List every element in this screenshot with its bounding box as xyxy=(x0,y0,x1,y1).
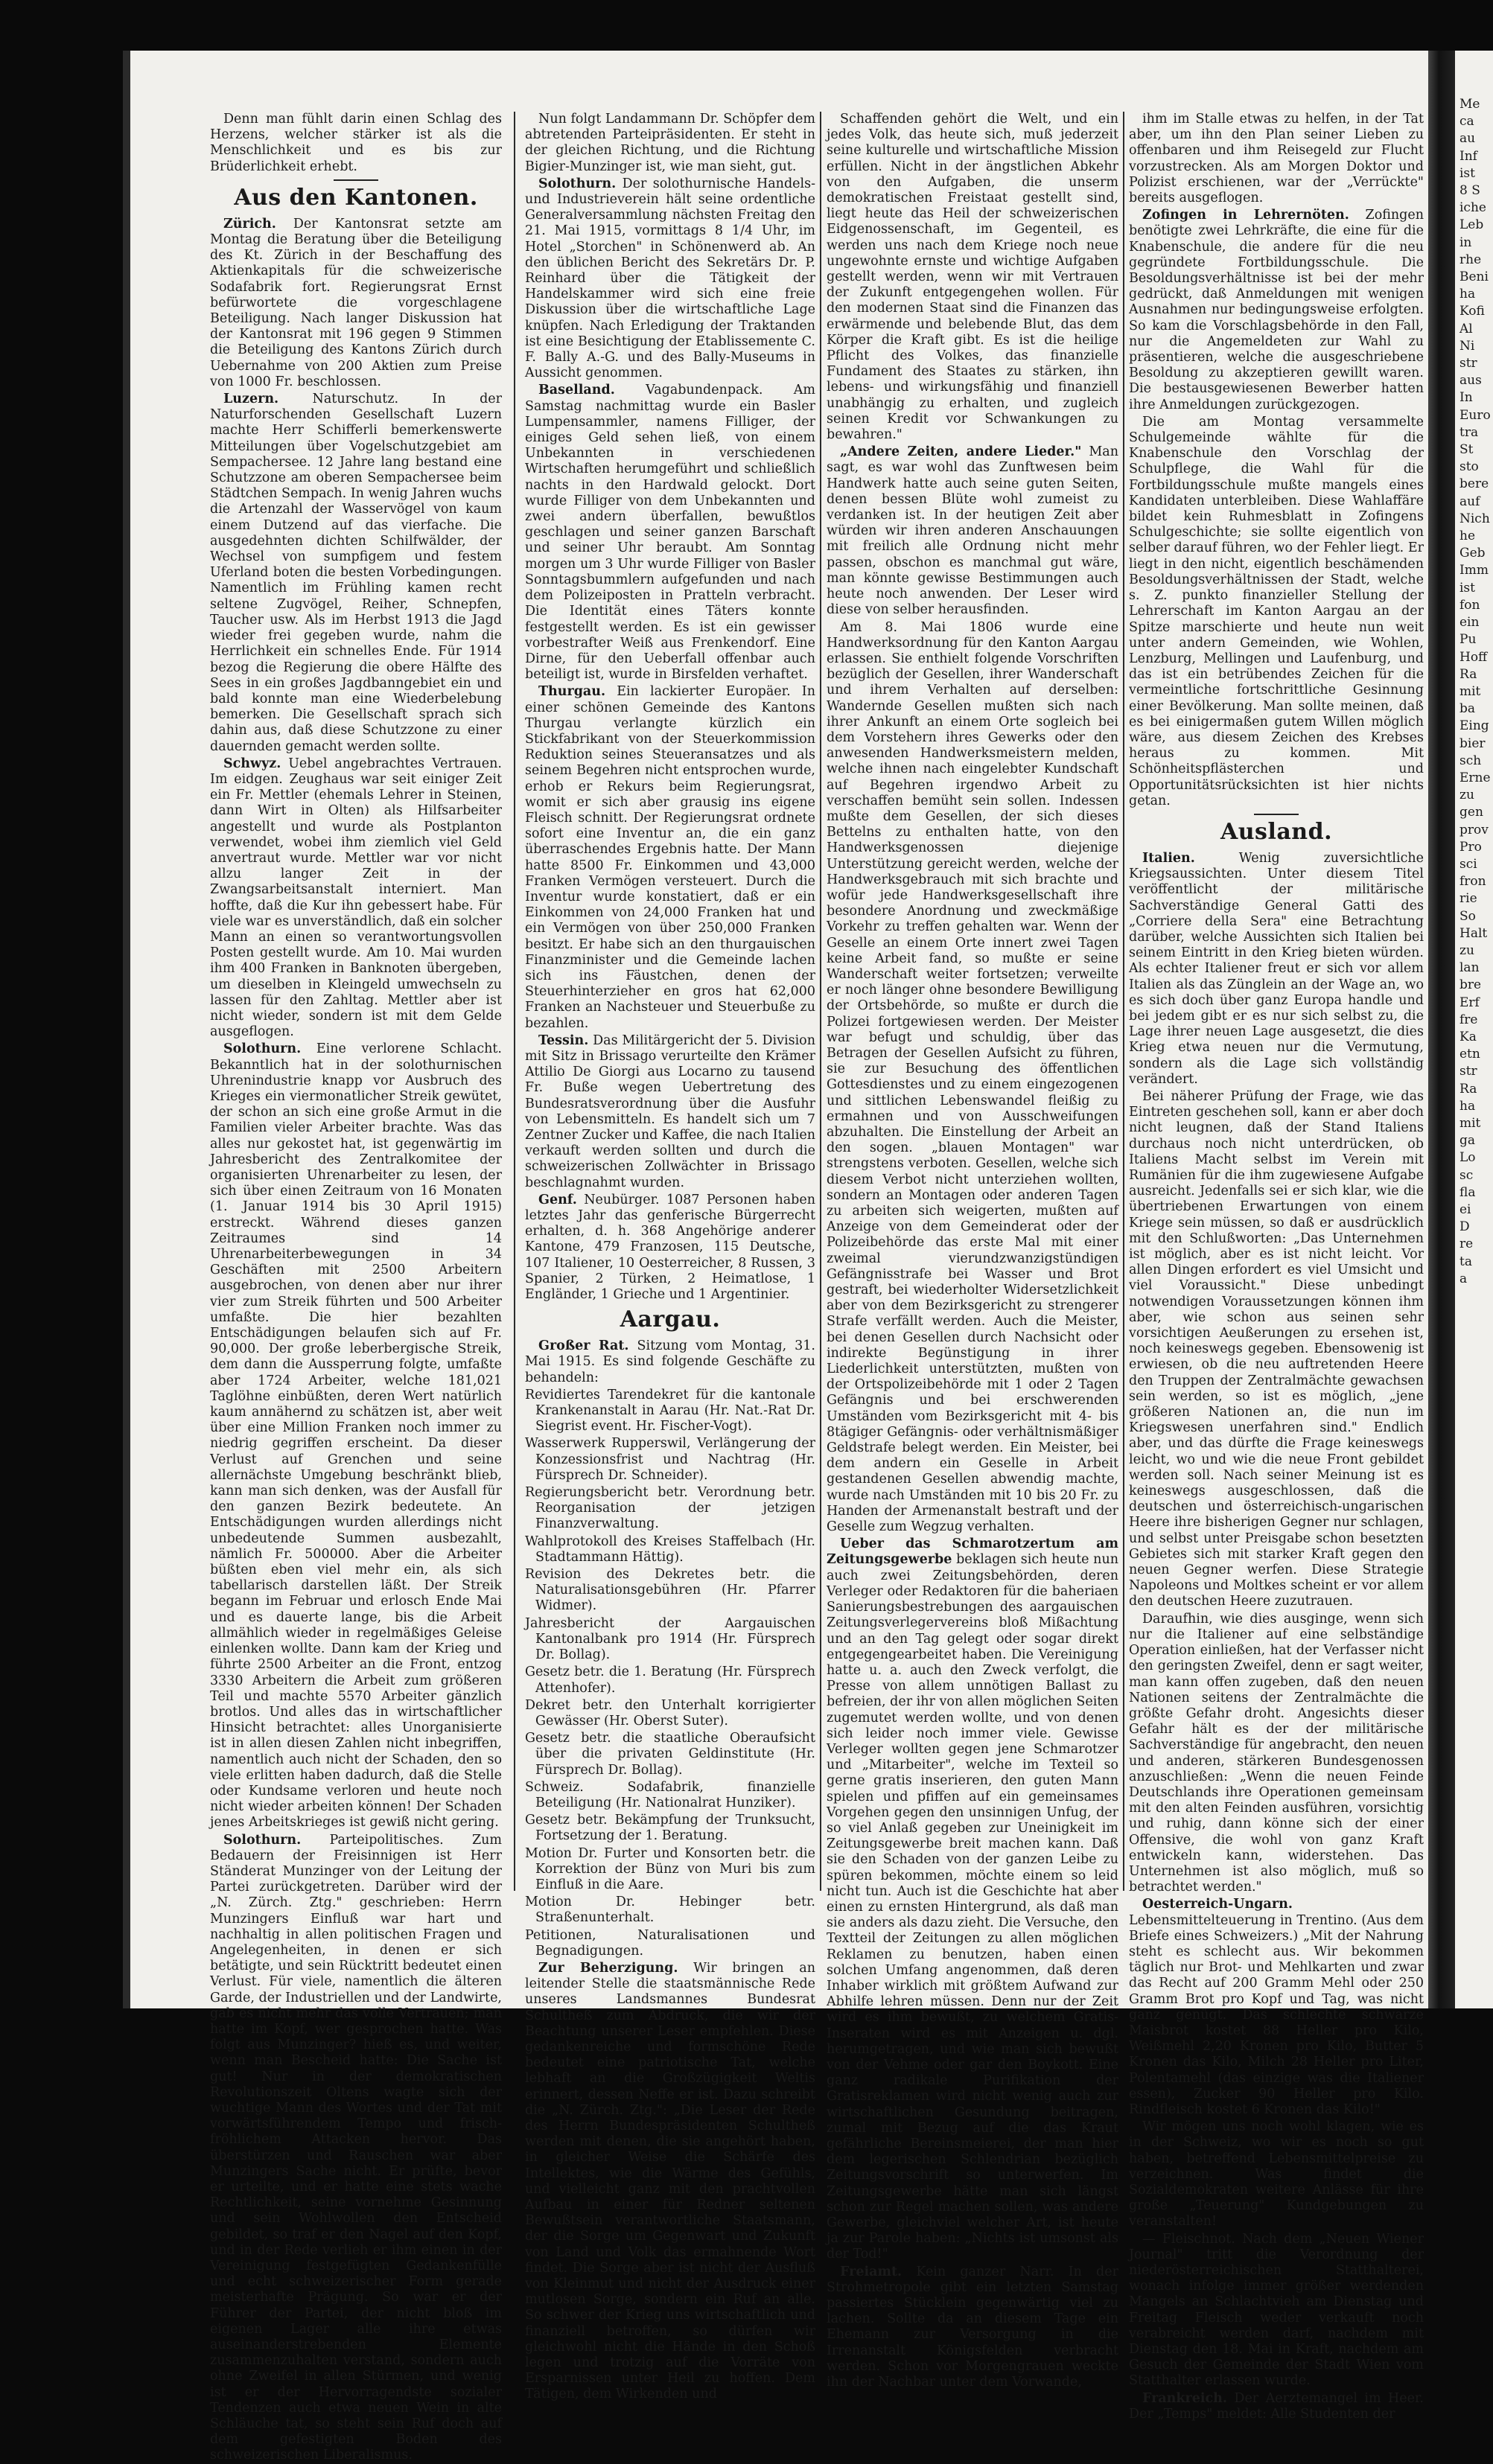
article-text: Neubürger. 1087 Personen haben letztes Jahr das genferische Bürgerrecht erhalten, d. h. 368 Angehörige anderer Kantone, 479 Franzosen, 115 Deutsche, 107 Italiener, 10 Oesterreicher, 8 Russen, 3 Spanier, 2 Türken, 2 Heimatlose, 1 Engländer, 1 Grieche und 1 Argentinier. xyxy=(525,1192,815,1303)
section-heading-kantonen: Aus den Kantonen. xyxy=(234,184,478,211)
agenda-item: Petitionen, Naturalisationen und Begnadigungen. xyxy=(525,1927,815,1959)
article-handwerksordnung: Am 8. Mai 1806 wurde eine Handwerksordnung für den Kanton Aargau erlassen. Sie enthielt folgende Vorschriften bezüglich der Gesellen, ihrer Wanderschaft und ihrem Verhalten auf derselben: Wandernde Gesellen mußten sich nach ihrer Ankunft an einem Orte sogleich bei dem Vorstehern ihres Gewerks oder den anwesenden Handwerksmeistern melden, welche ihnen nach eingelebter Kundschaft auf Begehren irgendwo Arbeit zu verschaffen bemüht sein sollen. Indessen mußte dem Gesellen, der sich dieses Bettelns zu enthalten hatte, von den Handwerksgenossen diejenige Unterstützung gereicht werden, welche der Handwerksgebrauch mit sich brachte und wofür jede Handwerksgesellschaft ihre besondere Anordnung und zweckmäßige Vorkehr zu treffen gehalten war. Wenn der Geselle an einem Orte innert zwei Tagen keine Arbeit fand, so mußte er seine Wanderschaft weiter fortsetzen; verweilte er noch länger ohne besondere Bewilligung der Ortsbehörde, so mußte er durch die Polizei fortgewiesen werden. Der Meister war befugt und schuldig, über das Betragen der Gesellen Aufsicht zu führen, sie zur Besuchung des öffentlichen Gottesdienstes und zu einem eingezogenen und sittlichen Lebenswandel fleißig zu ermahnen und von Ausschweifungen abzuhalten. Die Einstellung der Arbeit an den sogen. „blauen Montagen" war strengstens verboten. Gesellen, welche sich diesem Verbot nicht unterziehen wollten, sondern an Montagen oder anderen Tagen zu arbeiten sich weigerten, mußten auf Anzeige von dem Gemeinderat oder der Polizeibehörde das erste Mal mit einer zweimal vierundzwanzigstündigen Gefängnisstrafe bei Wasser und Brot gestraft, bei wiederholter Widersetzlichkeit aber von dem Bezirksgericht zu strengerer Strafe verfällt werden. Auch die Meister, bei denen Gesellen durch Nachsicht oder indirekte Begünstigung in ihrer Liederlichkeit unterstützten, mußten von der Ortspolizeibehörde mit 1 oder 2 Tagen Gefängnis und bei erschwerenden Umständen vom Bezirksgericht mit 4- bis 8tägiger Gefängnis- oder verhältnismäßiger Geldstrafe belegt werden. Ein Meister, bei dem andern ein Geselle in Arbeit gestandenen Gesellen abwendig machte, wurde nach Umständen mit 10 bis 20 Fr. zu Handen der Armenanstalt bestraft und der Geselle zum Wegzug verhalten. xyxy=(827,619,1118,1535)
cropped-line: Euro xyxy=(1459,407,1491,423)
article-text: Eine verlorene Schlacht. Bekanntlich hat in der solothurnischen Uhrenindustrie knapp vor Ausbruch des Krieges ein viermonatlicher Streik gewütet, der schon an sich eine große Armut in die Familien vieler Arbeiter brachte. Was das alles nur gekostet hat, ist gegenwärtig im Jahresbericht des Zentralkomitee der organisierten Uhrenarbeiter zu lesen, der sich über einen Zeitraum von 16 Monaten (1. Januar 1914 bis 30 April 1915) erstreckt. Während dieses ganzen Zeitraumes sind 14 Uhrenarbeiterbewegungen in 34 Geschäften mit 2500 Arbeitern ausgebrochen, von denen aber nur ihrer vier zum Streik führten und 500 Arbeiter umfaßte. Die hier bezahlten Entschädigungen belaufen sich auf Fr. 90,000. Der große leberbergische Streik, dem dann die Aussperrung folgte, umfaßte aber 1724 Arbeiter, welche 181,021 Taglöhne einbüßten, deren Wert natürlich kaum annähernd zu schätzen ist, aber weit über eine Million Franken noch immer zu niedrig gegriffen erscheint. Da dieser Verlust auf Grenchen und seine allernächste Umgebung beschränkt blieb, kann man sich denken, was der Ausfall für den ganzen Bezirk bedeutete. An Entschädigungen wurden allerdings nicht unbedeutende Summen ausbezahlt, nämlich Fr. 500000. Aber die Arbeiter büßten eben viel mehr ein, als sich tabellarisch darstellen läßt. Der Streik begann im Februar und erlosch Ende Mai und es dauerte lange, bis die Arbeit allmählich wieder in regelmäßiges Geleise einlenken wollte. Dann kam der Krieg und führte 2500 Arbeiter an die Front, entzog 3330 Arbeitern die Arbeit zum größeren Teil und machte 5570 Arbeiter gänzlich brotlos. Und alles das in wirtschaftlicher Hinsicht betrachtet: alles Unorganisierte ist in allen diesen Zahlen nicht inbegriffen, namentlich auch nicht der Schaden, den so viele erlitten haben dadurch, daß die Stelle oder Kundsame verloren und heute noch nicht wieder arbeiten können! Der Schaden jenes Arbeitskrieges ist gewiß nicht gering. xyxy=(210,1041,502,1831)
article-schulgemeinde: Die am Montag versammelte Schulgemeinde wählte für die Knabenschule den Vorschlag der Schulpflege, die Wahl für die Fortbildungsschule mußte mangels eines Kandidaten unterbleiben. Diese Wahlaffäre bildet kein Ruhmesblatt in Zofingens Schulgeschichte; sie sollte eigentlich von selber darauf führen, wo der Fehler liegt. Er liegt in den nicht, eigentlich beschämenden Besoldungsverhältnissen der Stadt, welche s. Z. punkto finanzieller Stellung der Lehrerschaft im Kanton Aargau an der Spitze marschierte und heute nun weit unter andern Gemeinden, wie Wohlen, Lenzburg, Mellingen und Laufenburg, und das ist ein betrübendes Zeichen für die vermeintliche fortschrittliche Gesinnung einer Bevölkerung. Man sollte meinen, daß es bei einigermaßen gutem Willen möglich wäre, aus diesem Zeichen des Krebses heraus zu kommen. Mit Schönheitspflästerchen und Opportunitätsrücksichten ist hier nichts getan. xyxy=(1129,414,1424,808)
cropped-line: Eing xyxy=(1459,718,1489,734)
cropped-line: tra xyxy=(1459,424,1479,440)
cropped-line: ei xyxy=(1459,1202,1471,1217)
article-text: Zofingen benötigte zwei Lehrkräfte, die eine für die Knabenschule, die andere für die neu gegründete Fortbildungsschule. Die Besoldungsverhältnisse ist bei der mehr gedrückt, daß Anmeldungen mit wenigen Ausnahmen nur bedingungsweise erfolgten. So kam die Vorschlagsbehörde in den Fall, nur die Angemeldeten zur Wahl zu präsentieren, welche die ausgeschriebene Besoldung zu akzeptieren gewillt waren. Die bestausgewiesenen Bewerber hatten ihre Anmeldungen zurückgezogen. xyxy=(1129,208,1424,412)
agenda-list xyxy=(525,1388,815,1959)
cropped-line: Me xyxy=(1459,97,1480,112)
article-keyword: Oesterreich-Ungarn. xyxy=(1142,1897,1293,1912)
article-text: Uebel angebrachtes Vertrauen. Im eidgen. Zeughaus war seit einiger Zeit ein Fr. Mettler (ehemals Lehrer in Steinen, dann Wirt in Olten) als Hilfsarbeiter angestellt und wurde als Postplanton verwendet, wobei ihm ziemlich viel Geld anvertraut wurde. Mettler war vor nicht allzu langer Zeit in der Zwangsarbeitsanstalt interniert. Man hoffte, daß die Kur ihn gebessert habe. Für viele war es unverständlich, daß ein solcher Mann an einen so verantwortungsvollen Posten gestellt wurde. Am 10. Mai wurden ihm 400 Franken in Banknoten übergeben, um dieselben in Kleingeld umwechseln zu lassen für den Zahltag. Mettler aber ist nicht wieder, sondern ist mit dem Gelde ausgeflogen. xyxy=(210,756,502,1040)
agenda-item: Gesetz betr. die 1. Beratung (Hr. Fürsprech Attenhofer). xyxy=(525,1665,815,1696)
cropped-line: Halt xyxy=(1459,925,1488,941)
short-rule xyxy=(1254,814,1299,815)
article-text: Das Militärgericht der 5. Division mit Sitz in Brissago verurteilte den Krämer Attilio De Giorgi aus Locarno zu tausend Fr. Buße wegen Uebertretung des Bundesratsverordnung über die Ausfuhr von Lebensmitteln. Es handelt sich um 7 Zentner Zucker und Kaffee, die nach Italien verkauft werden sollten und durch die schweizerischen Zollwächter in Brissago beschlagnahmt wurden. xyxy=(525,1032,815,1190)
cropped-line: str xyxy=(1459,1064,1477,1079)
cropped-line: a xyxy=(1459,1271,1468,1286)
article-keyword: Frankreich. xyxy=(1142,2390,1227,2406)
cropped-line: gen xyxy=(1459,805,1483,820)
article-baselland xyxy=(525,383,815,683)
article-keyword: Großer Rat. xyxy=(538,1338,629,1354)
cropped-line: fon xyxy=(1459,597,1480,613)
cropped-line: Erf xyxy=(1459,995,1480,1010)
cropped-line: Ka xyxy=(1459,1029,1477,1044)
article-text: Wir bringen an leitender Stelle die staatsmännische Rede unseres Landsmannes Bundesrat Schultheß zum Abdruck, die wir der Beachtung unserer Leser empfehlen. Diese gedankenreiche und formschöne Rede bedeutet eine patriotische Tat, welche lebhaft an die Großzügigkeit Weltis erinnert, dessen Neffe er ist. Dazu schreibt die „N. Zürch. Ztg.": „Die Leser der Rede des Herrn Bundespräsidenten Schultheß werden mit denen, die sie angehört haben, in gleicher Weise die Schärfe des Intellektes, wie die Wärme des Gefühls, und vielleicht ganz mit den prachtvollen Aufbau in einer für Redner seltenen Bewußtsein verantwortliche Staatsmann, der die Sorge um Gegenwart und Zukunft von Land und Volk das ermahnende Wort findet. Die Sorge aber ist nicht der Ausfluß von Kleinmut und nicht der Ausdruck einer mutlosen Sorge, sondern ein Ruf an alle. So schwer der Krieg uns wirtschaftlich und finanziell betroffen, so dürfen wir gleichwohl nicht die Hände in den Schoß legen und trotzig auf die Vorräte von Ersparnissen unter Heil zu hoffen. Dem Tätigen, dem Wirkenden und xyxy=(525,1960,815,2402)
column-2 xyxy=(525,112,815,2402)
cropped-line: In xyxy=(1459,390,1473,406)
cropped-line: bere xyxy=(1459,476,1489,492)
agenda-item: Dekret betr. den Unterhalt korrigierter Gewässer (Hr. Oberst Suter). xyxy=(525,1697,815,1729)
article-text: Sitzung vom Montag, 31. Mai 1915. Es sind folgende Geschäfte zu behandeln: xyxy=(525,1338,815,1385)
cropped-line: Leb xyxy=(1459,217,1484,233)
cropped-line: rie xyxy=(1459,891,1477,907)
agenda-item: Gesetz betr. Bekämpfung der Trunksucht, Fortsetzung der 1. Beratung. xyxy=(525,1813,815,1844)
cropped-line: fron xyxy=(1459,874,1486,890)
cropped-line: str xyxy=(1459,356,1477,371)
cropped-line: bier xyxy=(1459,735,1486,751)
cropped-line: Pro xyxy=(1459,839,1482,855)
article-beherzigung xyxy=(525,1961,815,2403)
cropped-line: au xyxy=(1459,131,1476,147)
cropped-line: he xyxy=(1459,529,1476,544)
article-solothurn-streik xyxy=(210,1041,502,1831)
cropped-line: fla xyxy=(1459,1184,1476,1200)
article-schwyz xyxy=(210,756,502,1041)
cropped-line: zu xyxy=(1459,788,1474,803)
article-text: Der Kantonsrat setzte am Montag die Beratung über die Beteiligung des Kt. Zürich in der Beschaffung des Aktienkapitals für die schweizerische Sodafabrik fort. Regierungsrat Ernst befürwortete die vorgeschlagene Beteiligung. Nach langer Diskussion hat der Kantonsrat mit 196 gegen 9 Stimmen die Beteiligung des Kantons Zürich durch Uebernahme von 200 Aktien zum Preise von 1000 Fr. beschlossen. xyxy=(210,216,502,389)
cropped-line: bre xyxy=(1459,977,1482,993)
agenda-item: Gesetz betr. die staatliche Oberaufsicht über die privaten Geldinstitute (Hr. Fürsprech Dr. Bollag). xyxy=(525,1731,815,1778)
cropped-line: Ra xyxy=(1459,666,1477,682)
article-genf xyxy=(525,1193,815,1303)
cropped-line: Pu xyxy=(1459,632,1477,648)
cropped-line: ist xyxy=(1459,165,1475,181)
cropped-line: Geb xyxy=(1459,546,1486,561)
cropped-line: ca xyxy=(1459,114,1474,130)
cropped-line: sch xyxy=(1459,753,1482,768)
article-keyword: Zur Beherzigung. xyxy=(538,1960,678,1976)
article-frankreich xyxy=(1129,2391,1424,2422)
cropped-line: in xyxy=(1459,234,1472,250)
intro-paragraph: Denn man fühlt darin einen Schlag des Herzens, welcher stärker ist als die Menschlichkeit und es bis zur Brüderlichkeit erhebt. xyxy=(210,112,502,174)
cropped-line: Al xyxy=(1459,321,1473,336)
cropped-line: iche xyxy=(1459,200,1486,216)
article-text: Ein lackierter Europäer. In einer schönen Gemeinde des Kantons Thurgau verlangte kürzlich ein Stickfabrikant von der Steuerkommission Reduktion seines Steueransatzes und als seinem Begehren nicht entsprochen wurde, erhob er Rekurs beim Regierungsrat, womit er sich aber grausig ins eigene Fleisch schnitt. Der Regierungsrat ordnete sofort eine Inventur an, die ein ganz überraschendes Ergebnis hatte. Der Mann hatte 8500 Fr. Einkommen und 43,000 Franken Vermögen versteuert. Durch die Inventur wurde konstatiert, daß er ein Einkommen von 24,000 Franken hat und ein Vermögen von über 250,000 Franken besitzt. Er habe sich an den thurgauischen Finanzminister und die Gemeinde lachen sich ins Fäustchen, denen der Steuerhinterzieher en gros hat 62,000 Franken an Nachsteuer und Steuerbuße zu bezahlen. xyxy=(525,684,815,1031)
article-italien-2: Bei näherer Prüfung der Frage, wie das Eintreten geschehen soll, kann er aber doch nicht leugnen, daß der Stand Italiens durchaus noch nicht unterdrücken, ob Italiens Macht selbst im Verein mit Rumänien für die ihm zugewiesene Aufgabe ausreicht. Jedenfalls sei er sich klar, wie die übertriebenen Erwartungen von einem Kriege sein müssen, so daß er ausdrücklich mit den Schlußworten: „Das Unternehmen ist möglich, aber es ist nicht leicht. Vor allen Dingen erfordert es viel Umsicht und viel Voraussicht." Diese unbedingt notwendigen Voraussetzungen können ihm aber, wie schon aus seinen sehr vorsichtigen Aeußerungen zu ersehen ist, noch keineswegs gegeben. Ebensowenig ist erwiesen, ob die neu auftretenden Heere den Truppen der Zentralmächte gewachsen sein werden, so ist es möglich, „jene größeren Nationen an, die nun im Kriegswesen unerfahren sind." Endlich aber, und das dürfte die Frage keineswegs leicht, wo und wie die neue Front gebildet werden soll. Nach seiner Meinung ist es keineswegs ausgeschlossen, daß die deutschen und österreichisch-ungarischen Heere ihre bisherigen Gegner nur schlagen, und selbst unter Preisgabe schon besetzten Gebietes sich mit starker Kraft gegen den neuen Gegner werfen. Diese Strategie Napoleons und Moltkes scheint er vor allem den deutschen Heere zuzutrauen. xyxy=(1129,1088,1424,1609)
article-continuation: Nun folgt Landammann Dr. Schöpfer dem abtretenden Parteipräsidenten. Er steht in der gleichen Richtung, und die Richtung Bigier-Munzinger ist, wie man sieht, gut. xyxy=(525,112,815,174)
agenda-item: Wasserwerk Rupperswil, Verlängerung der Konzessionsfrist und Nachtrag (Hr. Fürsprech Dr. Schneider). xyxy=(525,1436,815,1483)
article-keyword: Thurgau. xyxy=(538,684,606,700)
article-keyword: Baselland. xyxy=(538,383,615,398)
section-heading-aargau: Aargau. xyxy=(620,1306,721,1333)
article-keyword: Luzern. xyxy=(223,392,279,407)
cropped-line: 8 S xyxy=(1459,183,1480,199)
cropped-line: re xyxy=(1459,1236,1474,1252)
cropped-line: ist xyxy=(1459,580,1475,596)
article-keyword: Solothurn. xyxy=(223,1832,302,1848)
cropped-line: fre xyxy=(1459,1012,1478,1027)
article-text: Der Aerztemangel im Heer. Der „Temps" meldet: Alle Studenten der xyxy=(1129,2390,1424,2422)
article-andere-zeiten xyxy=(827,444,1118,618)
article-grosser-rat xyxy=(525,1338,815,1386)
cropped-line: ha xyxy=(1459,1098,1476,1114)
cropped-line: ga xyxy=(1459,1133,1476,1149)
article-keyword: Solothurn. xyxy=(223,1041,302,1057)
cropped-line: Erne xyxy=(1459,770,1491,785)
cropped-line: St xyxy=(1459,442,1474,458)
column-1 xyxy=(210,112,503,2463)
article-freiamt xyxy=(827,2264,1118,2391)
agenda-item: Jahresbericht der Aargauischen Kantonalbank pro 1914 (Hr. Fürsprech Dr. Bollag). xyxy=(525,1615,815,1663)
article-keyword: Schwyz. xyxy=(223,756,281,771)
cropped-line: mit xyxy=(1459,1115,1481,1131)
article-schmarotzertum xyxy=(827,1536,1118,2262)
short-rule xyxy=(334,179,378,181)
column-rule xyxy=(1123,112,1124,1891)
article-keyword: „Andere Zeiten, andere Lieder." xyxy=(840,444,1082,460)
agenda-item: Regierungsbericht betr. Verordnung betr. Reorganisation der jetzigen Finanzverwaltung. xyxy=(525,1485,815,1532)
article-continuation: ihm im Stalle etwas zu helfen, in der Tat aber, um ihn den Plan seiner Lieben zu offenbaren und ihm Reisegeld zur Flucht vorzustrecken. Als am Morgen Doktor und Polizist erschienen, war der „Verrückte" bereits ausgeflogen. xyxy=(1129,112,1424,206)
article-luzern xyxy=(210,392,502,755)
agenda-item: Motion Dr. Furter und Konsorten betr. die Korrektion der Bünz von Muri bis zum Einfluß in die Aare. xyxy=(525,1845,815,1892)
cropped-line: So xyxy=(1459,908,1476,924)
article-thurgau xyxy=(525,684,815,1031)
agenda-item: Revidiertes Tarendekret für die kantonale Krankenanstalt in Aarau (Hr. Nat.-Rat Dr. Siegrist event. Hr. Fischer-Vogt). xyxy=(525,1387,815,1434)
article-text: Wenig zuversichtliche Kriegsaussichten. Unter diesem Titel veröffentlicht der militärische Sachverständige General Gatti des „Corriere della Sera" eine Betrachtung darüber, welche Aussichten sich Italien bei seinem Eintritt in den Krieg bieten würden. Als echter Italiener freut er sich vor allem Italien als das Zünglein an der Wage an, wo es sich doch über ganz Europa handle und bei jedem gibt er es nur sich selbst zu, die Lage ihrer neuen Lage ausgesetzt, die dies Krieg etwa neuen nur die Vermutung, sondern als die Lage sich vollständig verändert. xyxy=(1129,850,1424,1087)
gutter-shadow xyxy=(1428,51,1455,2008)
article-keyword: Ueber das Schmarotzertum am Zeitungsgewerbe xyxy=(827,1536,1118,1568)
article-text: Naturschutz. In der Naturforschenden Gesellschaft Luzern machte Herr Schifferli bemerkenswerte Mitteilungen über Vogelschutzgebiet am Sempachersee. 12 Jahre lang bestand eine Schutzzone am oberen Sempachersee beim Städtchen Sempach. In wenig Jahren wuchs die Artenzahl der Wasservögel von kaum einem Dutzend auf das vierfache. Die ausgedehnten dichten Schilfwälder, der Wechsel von sumpfigem und festem Uferland boten die besten Vorbedingungen. Namentlich im Frühling kamen recht seltene Zugvögel, Reiher, Schnepfen, Taucher usw. Als im Herbst 1913 die Jagd wieder frei gegeben wurde, nahm die Herrlichkeit ein schnelles Ende. Für 1914 bezog die Regierung die obere Hälfte des Sees in ein großes Jagdbanngebiet ein und bald konnte man eine Wiederbelebung bemerken. Die Gesellschaft sprach sich dahin aus, daß diese Schutzzone zu einer dauernden gemacht werden sollte. xyxy=(210,392,503,754)
agenda-item: Motion Dr. Hebinger betr. Straßenunterhalt. xyxy=(525,1895,815,1926)
cropped-line: ta xyxy=(1459,1254,1472,1269)
article-schweiz-vergleich: Wir mögen uns noch wohl klagen, wie es in der Schweiz, wo wir es noch so gut haben, betreffend Lebensmittelpreise zu verzeichnen. Was findet die Sozialdemokraten weitere Anlässe für ihre große „Teuerung" Kundgebungen zu veranstalten! xyxy=(1129,2119,1424,2230)
article-solothurn-partei xyxy=(210,1833,502,2464)
article-text: Lebensmittelteuerung in Trentino. (Aus dem Briefe eines Schweizers.) „Mit der Nahrung steht es schlecht aus. Wir bekommen täglich nur Brot- und Mehlkarten und zwar das Recht auf 200 Gramm Mehl oder 250 Gramm Brot pro Kopf und Tag, was nicht ganz genügt. Das schlechte schwarze Maisbrot kostet 88 Heller pro Kilo, Weißmehl 2,20 Kronen pro Kilo, Butter 5 Kronen das Kilo, Milch 28 Heller pro Liter, Polentamehl (das einzige was die Italiener essen), Zucker 90 Heller pro Kilo. Rindfleisch kostet 6 Kronen das Kilo!" xyxy=(1129,1912,1424,2117)
article-keyword: Genf. xyxy=(538,1192,577,1207)
article-oesterreich xyxy=(1129,1897,1424,2118)
cropped-line: Hoff xyxy=(1459,649,1488,665)
article-text: Man sagt, es war wohl das Zunftwesen beim Handwerk hatte auch seine guten Seiten, denen bessen Blüte wohl zumeist zu verdanken ist. In der heutigen Zeit aber würden wir ihren anderen Anschauungen mit freilich alle Ordnung nicht mehr passen, obschon es manchmal gut wäre, man könnte gewisse Bestimmungen auch heute noch anwenden. Der Leser wird diese von selber herausfinden. xyxy=(827,444,1118,618)
article-fleischnot: — Fleischnot. Nach dem „Neuen Wiener Journal" tritt die Verordnung der niederösterreichischen Statthalterei, wonach infolge immer größer werdenden Mangels an Schlachtvieh am Dienstag und Freitag Fleisch weder verkauft noch verabreicht werden darf, nachdem mit Dienstag den 18. Mai in Kraft, nachdem am Gesuch der Gemeinde der Stadt Wien vom Statthalter erlassen wurde. xyxy=(1129,2231,1424,2389)
cropped-line: Kofi xyxy=(1459,304,1485,319)
agenda-item: Wahlprotokoll des Kreises Staffelbach (Hr. Stadtammann Hättig). xyxy=(525,1533,815,1565)
article-keyword: Italien. xyxy=(1142,850,1195,866)
article-zofingen xyxy=(1129,208,1424,413)
cropped-line: lan xyxy=(1459,960,1480,976)
cropped-line: auf xyxy=(1459,494,1480,509)
cropped-line: Ni xyxy=(1459,338,1475,354)
cropped-line: Beni xyxy=(1459,269,1489,285)
column-3 xyxy=(827,112,1118,2390)
article-keyword: Freiamt. xyxy=(840,2264,903,2279)
article-text: Der solothurnische Handels- und Industrieverein hält seine ordentliche Generalversammlung nächsten Freitag den 21. Mai 1915, vormittags 8 1/4 Uhr, im Hotel „Storchen" in Schönenwerd ab. An den üblichen Bericht des Sekretärs Dr. P. Reinhard über die Tätigkeit der Handelskammer wird sich eine freie Diskussion über die wirtschaftliche Lage knüpfen. Nach Erledigung der Traktanden ist eine Besichtigung der Etablissemente C. F. Bally A.-G. und des Bally-Museums in Aussicht genommen. xyxy=(525,176,815,381)
cropped-line: ha xyxy=(1459,287,1476,302)
article-tessin xyxy=(525,1033,815,1191)
article-keyword: Zofingen in Lehrernöten. xyxy=(1142,208,1349,223)
cropped-line: Imm xyxy=(1459,563,1489,578)
cropped-line: Lo xyxy=(1459,1150,1476,1166)
article-keyword: Solothurn. xyxy=(538,176,617,191)
left-margin-shadow xyxy=(123,51,130,2008)
cropped-line: sc xyxy=(1459,1167,1474,1183)
article-text: Kein ganzer Narr. In der Strohmetropole gibt ein letzten Samstag passiertes Stücklein gegenwärtig viel zu lachen. Sollte da an diesem Tage ein Ehemann zur Versorgung in die Irrenanstalt Königsfelden verbracht werden. Schon vor Morgengrauen weckte ihn der Nachbar unter dem Vorwande, xyxy=(827,2264,1118,2390)
cropped-line: D xyxy=(1459,1219,1470,1235)
cropped-line: ba xyxy=(1459,701,1476,717)
cropped-line: zu xyxy=(1459,942,1474,958)
cropped-line: ein xyxy=(1459,615,1480,631)
article-keyword: Zürich. xyxy=(223,216,276,232)
agenda-item: Schweiz. Sodafabrik, finanzielle Beteiligung (Hr. Nationalrat Hunziker). xyxy=(525,1779,815,1810)
cropped-line: sto xyxy=(1459,459,1479,475)
article-italien-3: Daraufhin, wie dies ausginge, wenn sich nur die Italiener auf eine selbständige Operation einließen, hat der Verfasser nicht den geringsten Zweifel, denn er sagt weiter, man kann offen zugeben, daß den neuen Nationen seitens der Zentralmächte die größte Gefahr droht. Angesichts dieser Gefahr hält es der der militärische Sachverständige für angebracht, den neuen und anderen, stärkeren Bundesgenossen anzuschließen: „Wenn die neuen Feinde Deutschlands ihre Operationen gemeinsam mit den alten Feinden ausführen, vorsichtig und ruhig, dann könne sich der einer Offensive, die wohl von ganz Kraft entwickeln kann, widerstehen. Das Unternehmen ist also möglich, muß so betrachtet werden." xyxy=(1129,1611,1424,1895)
article-text: beklagen sich heute nun auch zwei Zeitungsbehörden, deren Verleger oder Redaktoren für die baheriaen Sanierungsbestrebungen des aargauischen Zeitungsverlegervereins bloß Mißachtung und an den Tag gelegt oder sogar direkt entgegengearbeitet haben. Die Vereinigung hatte u. a. auch den Zweck verfolgt, die Presse von allem unnötigen Ballast zu befreien, der ihr von allen möglichen Seiten zugemutet werden wollte, und von denen sich leider noch immer viele. Gewisse Verleger wollten gegen jene Schmarotzer und „Mitarbeiter", welche im Texteil so gerne gratis inserieren, den guten Mann spielen und pfiffen auf ein gemeinsames Vorgehen gegen den unsinnigen Unfug, der so viel Anlaß gegeben zur Uneinigkeit im Zeitungsgewerbe breit machen kann. Daß sie den Schaden von der ganzen Leibe zu spüren bekommen, möchte einem so leid nicht tun. Auch ist die Geschichte hat aber einen zu ernsten Hintergrund, als daß man sie anders als dazu zieht. Die Versuche, den Textteil der Zeitungen zu allen möglichen Reklamen zu benutzen, haben einen solchen Umfang angenommen, daß deren Inhaber wirklich mit größtem Aufwand zur Abhilfe lehren müssen. Denn nur der Zeit wird es ihm bewußt, zu welchem Gratis-Inseraten wird es mit Anzeigen u. dgl. herumgetragen, und wie man sich bewußt von der Vehme oder gar den Boykott. Eine ganz radikale Purifikation der Gratisreklamen wird nicht wenig auch zur wirtschaftlichen Gesundung beitragen, zumal mit Bezug auf die das Kraut gefährliche Bereinsmeierei, der man hier dem legerischen Schlendrian bezüglich Zeitungsvorschrift so unterwerfen. Im Zeitungsgewerbe hätte man sich längst schon zur Regel machen sollen, was andere Gewerbe, gleichviel welcher Art, ist heute ja zur Parole haben: „Nichts ist umsonst als der Tod!" xyxy=(827,1552,1118,2262)
cropped-line: sci xyxy=(1459,856,1477,872)
cropped-line: Ra xyxy=(1459,1081,1477,1097)
column-rule xyxy=(820,112,821,1891)
article-keyword: Tessin. xyxy=(538,1032,589,1048)
cropped-line: rhe xyxy=(1459,252,1482,267)
column-rule xyxy=(514,112,515,1891)
agenda-item: Revision des Dekretes betr. die Naturalisationsgebühren (Hr. Pfarrer Widmer). xyxy=(525,1567,815,1614)
column-4 xyxy=(1129,112,1424,2422)
article-text: Vagabundenpack. Am Samstag nachmittag wurde ein Basler Lumpensammler, namens Filliger, der einiges Geld sehen ließ, von einem Unbekannten in verschiedenen Wirtschaften herumgeführt und schließlich nachts in den Hardwald gelockt. Dort wurde Filliger von dem Unbekannten und zwei andern überfallen, bewußtlos geschlagen und seiner ganzen Barschaft und seiner Uhr beraubt. Am Sonntag morgen um 3 Uhr wurde Filliger von Basler Sonntagsbummlern aufgefunden und nach dem Polizeiposten in Pratteln verbracht. Die Identität eines Täters konnte festgestellt werden. Es ist ein gewisser vorbestrafter Weiß aus Frenkendorf. Eine Dirne, für den Ueberfall offenbar auch beteiligt ist, wurde in Birsfelden verhaftet. xyxy=(525,383,815,683)
cropped-line: prov xyxy=(1459,822,1489,837)
cropped-line: aus xyxy=(1459,373,1482,389)
cropped-line: etn xyxy=(1459,1047,1480,1062)
cropped-line: Inf xyxy=(1459,148,1477,164)
cropped-line: mit xyxy=(1459,683,1481,699)
article-continuation: Schaffenden gehört die Welt, und ein jedes Volk, das heute sich, muß jederzeit seine kulturelle und wirtschaftliche Mission erfüllen. Nicht in der ängstlichen Abkehr von den Aufgaben, die unserm demokratischen Freistaat gestellt sind, liegt heute das Heil der schweizerischen Eidgenossenschaft, im Gegenteil, es werden uns nach dem Kriege noch neue ungewohnte ernste und wichtige Aufgaben gestellt werden, wenn wir mit Vertrauen der Zukunft entgegengehen wollen. Für den modernen Staat sind die Finanzen das erwärmende und belebende Blut, das dem Körper die Kraft gibt. Es ist die heilige Pflicht des Volkes, das finanzielle Fundament des Staates zu stärken, ihn lebens- und wirkungsfähig und finanziell unabhängig zu erhalten, und zugleich seinen Kredit vor Schwankungen zu bewahren." xyxy=(827,112,1118,443)
article-zuerich xyxy=(210,217,502,390)
column-5-cropped xyxy=(1459,97,1489,1289)
article-italien xyxy=(1129,851,1424,1088)
section-heading-ausland: Ausland. xyxy=(1220,818,1333,845)
cropped-line: Nich xyxy=(1459,511,1490,526)
article-solothurn-handel xyxy=(525,176,815,382)
article-text: Parteipolitisches. Zum Bedauern der Freisinnigen ist Herr Ständerat Munzinger von der Leitung der Partei zurückgetreten. Darüber wird der „N. Zürch. Ztg." geschrieben: Herrn Munzingers Einfluß war hart und nachhaltig in allen politischen Fragen und Angelegenheiten, in denen er sich betätigte, und sein Rücktritt bedeutet einen Verlust. Für viele, namentlich die älteren Garde, der Industriellen und der Landwirte, gab es nicht mehr das volle Vertrauen; man hatte im Kopf, wer gesprochen hatte. Was folgt aus Munzinger? hieß es, und weiter, wenn man Bescheid hatte: Die Sache ist gut! Nur in der demokratischen Revolutionszeit Oltens wagte sich der wuchtige Mann des Wortes und der Tat mit vorwärtsführendem Tempo und frisch-fröhlichem Attacken hervor. Das überstürzen und Rauschen war aber Munzingers Sache nicht. Er prüfte, bevor er urteilte, und er hatte eine stets wache Rechtlichkeit, seine vornehme Gesinnung und sein Wohlwollen den Entscheid gebildet, so traf er den Nagel auf den Kopf, und in der Rede verlieh er ihm einen in der Vereinigung festgefügten Gedankenfülle und echt schweizerischer Form gerade meisterhafte Prägung. So war er der Führer der Partei, der nicht bloß im eigenen Lager alle ihre etwas auseinanderstrebenden Elemente zusammenzuhalten verstand, sondern auch ohne Zweifel in allen Stürmen, und wenig ist er der Hervorragendste sozialer Tendenzen auch etwa neuen Wein in alte Schläuche tat, so steht sein Ruf doch auf dem gefestigten Boden des schweizerischen Liberalismus. xyxy=(210,1832,502,2463)
